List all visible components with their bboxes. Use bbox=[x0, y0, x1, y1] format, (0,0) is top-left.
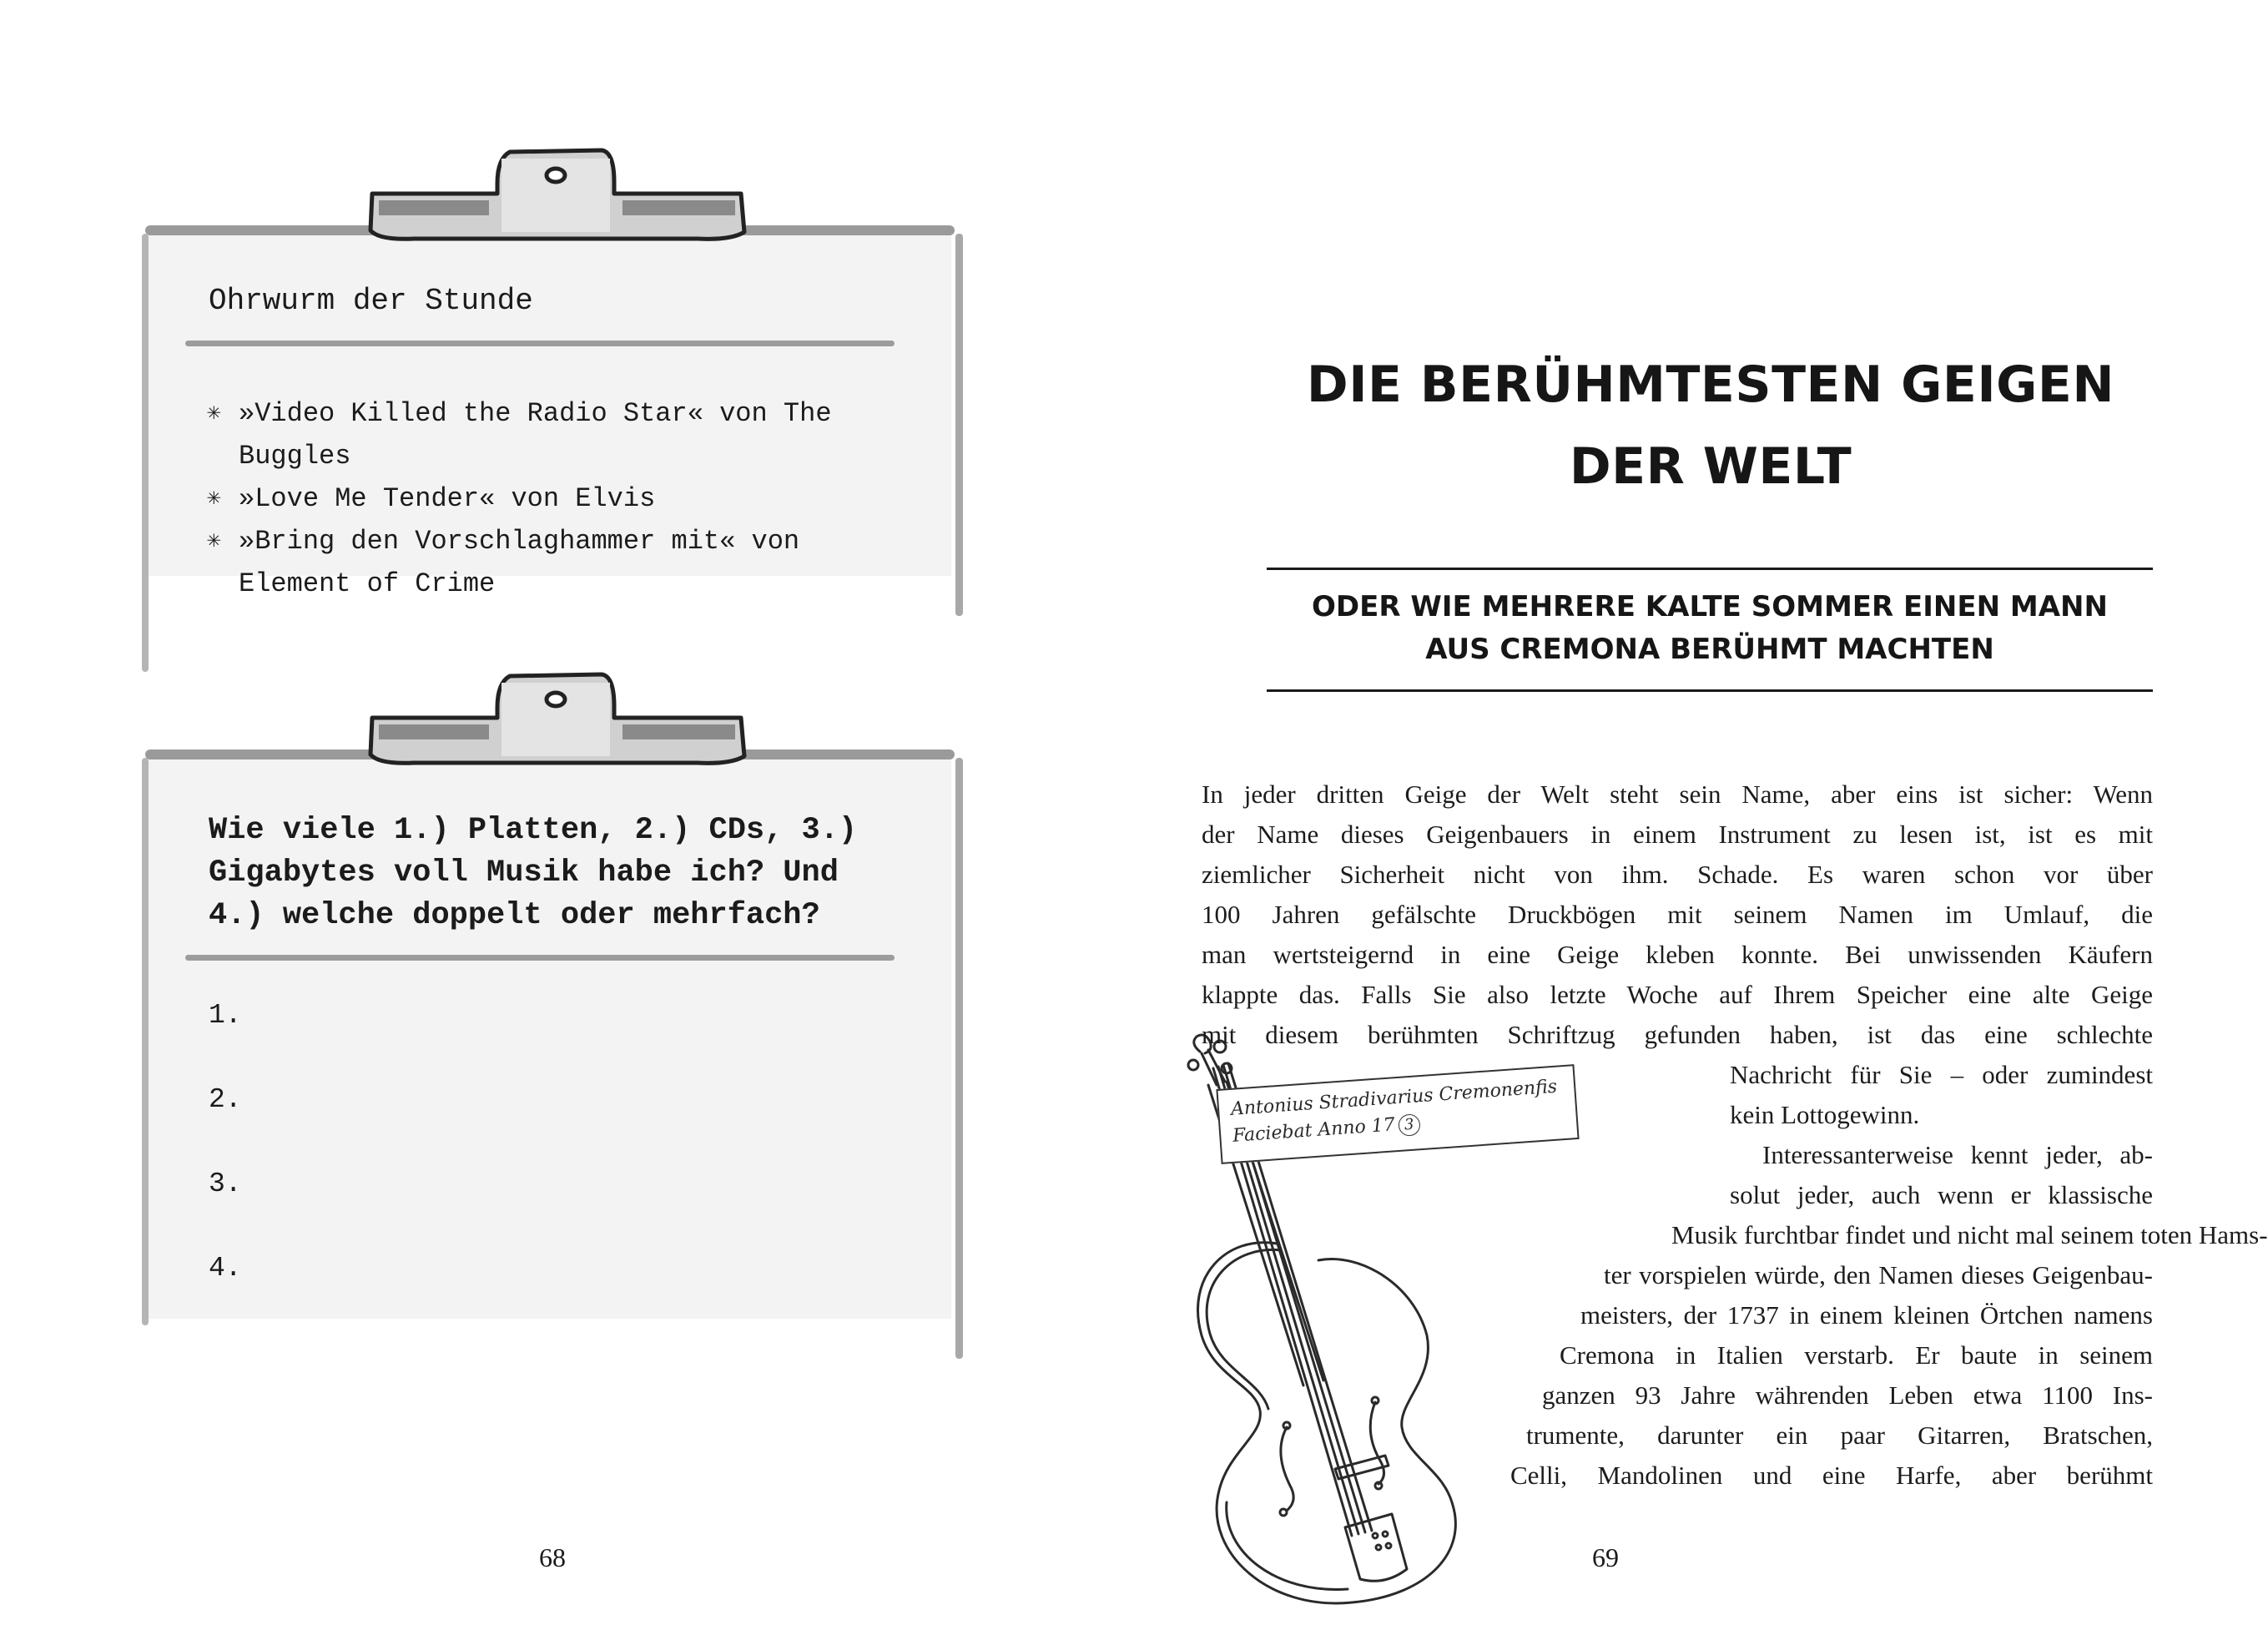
label-line: Faciebat Anno 17 3 bbox=[1232, 1100, 1565, 1150]
card-title: Ohrwurm der Stunde bbox=[209, 284, 533, 318]
page-number-right: 69 bbox=[1592, 1542, 1619, 1572]
asterisk-icon: ✳ bbox=[207, 486, 221, 512]
subheading-line: AUS CREMONA BERÜHMT MACHTEN bbox=[1425, 633, 1994, 666]
divider bbox=[185, 955, 895, 961]
answer-item: 4. bbox=[209, 1253, 242, 1284]
note-card-music-count bbox=[149, 758, 951, 1319]
asterisk-icon: ✳ bbox=[207, 401, 221, 426]
chapter-subheading bbox=[1267, 586, 2153, 671]
list-item: ✳ »Love Me Tender« von Elvis bbox=[207, 477, 925, 520]
text-line: In jeder dritten Geige der Welt steht sein Name, aber eins ist sicher: Wenn bbox=[1202, 780, 2153, 809]
text-line: Interessanterweise kennt jeder, ab- bbox=[1762, 1140, 2153, 1169]
card-left-edge bbox=[142, 234, 149, 672]
question-text: Wie viele 1.) Platten, 2.) CDs, 3.) Gigabytes voll Musik habe ich? Und 4.) welche doppelt oder mehrfach? bbox=[209, 813, 858, 933]
text-line: der Name dieses Geigenbauers in einem Instrument zu lesen ist, ist es mit bbox=[1202, 820, 2153, 849]
card-left-edge bbox=[142, 758, 149, 1325]
text-line: Nachricht für Sie – oder zumindest bbox=[1730, 1060, 2153, 1089]
text-line: ter vorspielen würde, den Namen dieses Geigenbau- bbox=[1604, 1260, 2153, 1289]
clipboard-clip-icon bbox=[364, 666, 748, 766]
subheading-line: ODER WIE MEHRERE KALTE SOMMER EINEN MANN bbox=[1312, 590, 2108, 623]
page-number-left: 68 bbox=[539, 1542, 566, 1572]
label-line: Antonius Stradivarius Cremonenfis bbox=[1230, 1076, 1558, 1120]
text-line: meisters, der 1737 in einem kleinen Örtchen namens bbox=[1580, 1300, 2153, 1330]
text-line: solut jeder, auch wenn er klassische bbox=[1730, 1180, 2153, 1209]
text-line: kein Lottogewinn. bbox=[1730, 1100, 1920, 1129]
asterisk-icon: ✳ bbox=[207, 528, 221, 554]
divider-top bbox=[1267, 568, 2153, 570]
body-text bbox=[1202, 775, 2268, 1496]
answer-item: 2. bbox=[209, 1084, 242, 1115]
text-line: Cremona in Italien verstarb. Er baute in seinem bbox=[1560, 1340, 2153, 1370]
text-line: mit diesem berühmten Schriftzug gefunden haben, ist das eine schlechte bbox=[1202, 1020, 2153, 1049]
text-line: Musik furchtbar findet und nicht mal seinem toten Hams- bbox=[1671, 1220, 2268, 1249]
note-card-earworm bbox=[149, 234, 951, 599]
clipboard-clip-icon bbox=[364, 142, 748, 242]
heading-line: DIE BERÜHMTESTEN GEIGEN bbox=[1306, 356, 2115, 414]
divider bbox=[185, 341, 895, 346]
text-line: 100 Jahren gefälschte Druckbögen mit seinem Namen im Umlauf, die bbox=[1202, 900, 2153, 929]
chapter-heading bbox=[1268, 344, 2153, 507]
heading-line: DER WELT bbox=[1569, 437, 1852, 496]
text-line: klappte das. Falls Sie also letzte Woche auf Ihrem Speicher eine alte Geige bbox=[1202, 980, 2153, 1009]
song-list bbox=[207, 392, 925, 605]
answer-list bbox=[209, 1000, 242, 1337]
label-circled-mark: 3 bbox=[1398, 1113, 1421, 1137]
text-line: ziemlicher Sicherheit nicht von ihm. Schade. Es waren schon vor über bbox=[1202, 860, 2153, 889]
text-line: Celli, Mandolinen und eine Harfe, aber berühmt bbox=[1510, 1461, 2153, 1490]
list-item: ✳ »Bring den Vorschlaghammer mit« von Element of Crime bbox=[207, 520, 925, 605]
text-line: man wertsteigernd in eine Geige kleben konnte. Bei unwissenden Käufern bbox=[1202, 940, 2153, 969]
right-page bbox=[1068, 0, 2268, 1630]
left-page bbox=[0, 0, 1068, 1630]
text-line: ganzen 93 Jahre währenden Leben etwa 1100 Ins- bbox=[1542, 1380, 2153, 1410]
answer-item: 1. bbox=[209, 1000, 242, 1031]
answer-item: 3. bbox=[209, 1168, 242, 1199]
divider-bottom bbox=[1267, 689, 2153, 692]
text-line: trumente, darunter ein paar Gitarren, Bratschen, bbox=[1526, 1421, 2153, 1450]
list-item: ✳ »Video Killed the Radio Star« von The Buggles bbox=[207, 392, 925, 477]
